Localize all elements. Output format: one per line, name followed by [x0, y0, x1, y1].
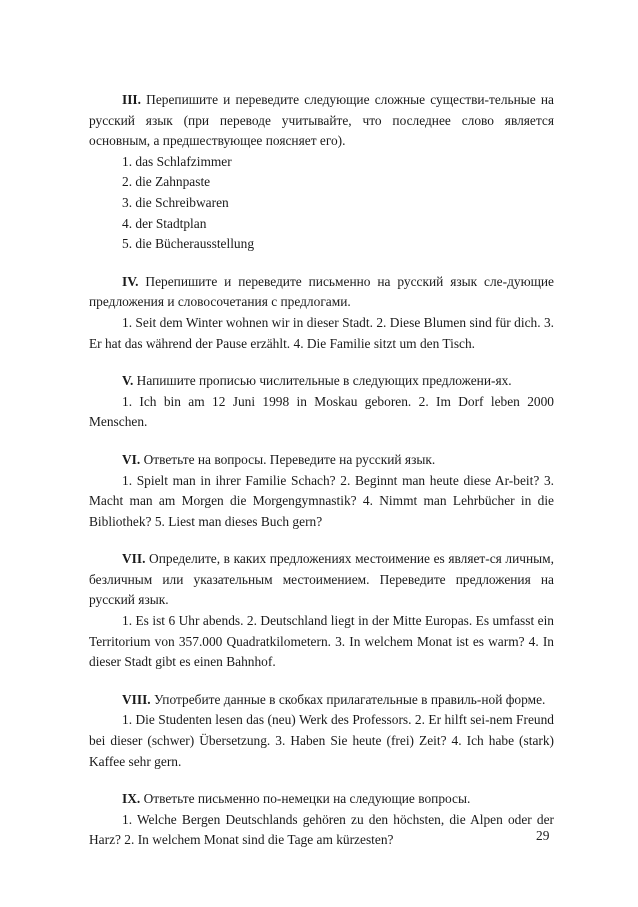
exercise-instruction: Перепишите и переведите письменно на русский язык сле-дующие предложения и словосочетания с предлогами. [89, 273, 554, 310]
exercise-instruction: Определите, в каких предложениях местоимение es являет-ся личным, безличным или указательным местоимением. Переведите предложения на русский язык. [89, 551, 554, 608]
page-number: 29 [536, 828, 550, 843]
exercise-8 [89, 690, 554, 772]
page-body [89, 90, 554, 868]
exercise-instruction: Употребите данные в скобках прилагательные в правиль-ной форме. [150, 691, 546, 707]
exercise-heading [89, 690, 554, 711]
exercise-heading [89, 272, 554, 313]
list-item: 5. die Bücherausstellung [122, 236, 255, 252]
exercise-number: VI. [122, 451, 141, 467]
exercise-instruction: Напишите прописью числительные в следующих предложени-ях. [133, 373, 512, 389]
exercise-7 [89, 549, 554, 673]
exercise-body: 1. Es ist 6 Uhr abends. 2. Deutschland liegt in der Mitte Europas. Es umfasst ein Territorium von 357.000 Quadratkilometern. 3. In welchem Monat ist es warm? 4. In dieser Stadt gibt es einen Bahnhof. [89, 613, 554, 670]
exercise-6 [89, 450, 554, 532]
list-item: 2. die Zahnpaste [122, 174, 211, 190]
list-item: 3. die Schreibwaren [122, 194, 229, 210]
exercise-heading [89, 450, 554, 471]
exercise-heading [89, 90, 554, 152]
list-item: 1. das Schlafzimmer [122, 153, 232, 169]
exercise-number: VII. [122, 551, 146, 567]
exercise-body: 1. Seit dem Winter wohnen wir in dieser Stadt. 2. Diese Blumen sind für dich. 3. Er hat das während der Pause erzählt. 4. Die Familie sitzt um den Tisch. [89, 314, 554, 351]
exercise-heading [89, 371, 554, 392]
exercise-instruction: Ответьте на вопросы. Переведите на русский язык. [140, 451, 436, 467]
exercise-heading [89, 549, 554, 611]
list-item: 4. der Stadtplan [122, 215, 207, 231]
exercise-instruction: Перепишите и переведите следующие сложные существи-тельные на русский язык (при переводе учитывайте, что последнее слово является основным, а предшествующее поясняет его). [89, 92, 554, 149]
exercise-5 [89, 371, 554, 433]
exercise-body: 1. Ich bin am 12 Juni 1998 in Moskau geboren. 2. Im Dorf leben 2000 Menschen. [89, 393, 554, 430]
exercise-number: IX. [122, 791, 141, 807]
exercise-heading [89, 789, 554, 810]
exercise-instruction: Ответьте письменно по-немецки на следующие вопросы. [140, 791, 471, 807]
exercise-body: 1. Spielt man in ihrer Familie Schach? 2. Beginnt man heute diese Ar-beit? 3. Macht man am Morgen die Morgengymnastik? 4. Nimmt man Lehrbücher in die Bibliothek? 5. Liest man dieses Buch gern? [89, 472, 554, 529]
exercise-3 [89, 90, 554, 255]
exercise-number: III. [122, 92, 141, 107]
exercise-4 [89, 272, 554, 354]
exercise-number: V. [122, 373, 134, 389]
exercise-body: 1. Welche Bergen Deutschlands gehören zu den höchsten, die Alpen oder der Harz? 2. In welchem Monat sind die Tage am kürzesten? [89, 811, 554, 848]
exercise-number: VIII. [122, 691, 151, 707]
exercise-9 [89, 789, 554, 851]
exercise-body: 1. Die Studenten lesen das (neu) Werk des Professors. 2. Er hilft sei-nem Freund bei dieser (schwer) Übersetzung. 3. Haben Sie heute (frei) Zeit? 4. Ich habe (stark) Kaffee sehr gern. [89, 712, 554, 769]
exercise-number: IV. [122, 273, 139, 289]
